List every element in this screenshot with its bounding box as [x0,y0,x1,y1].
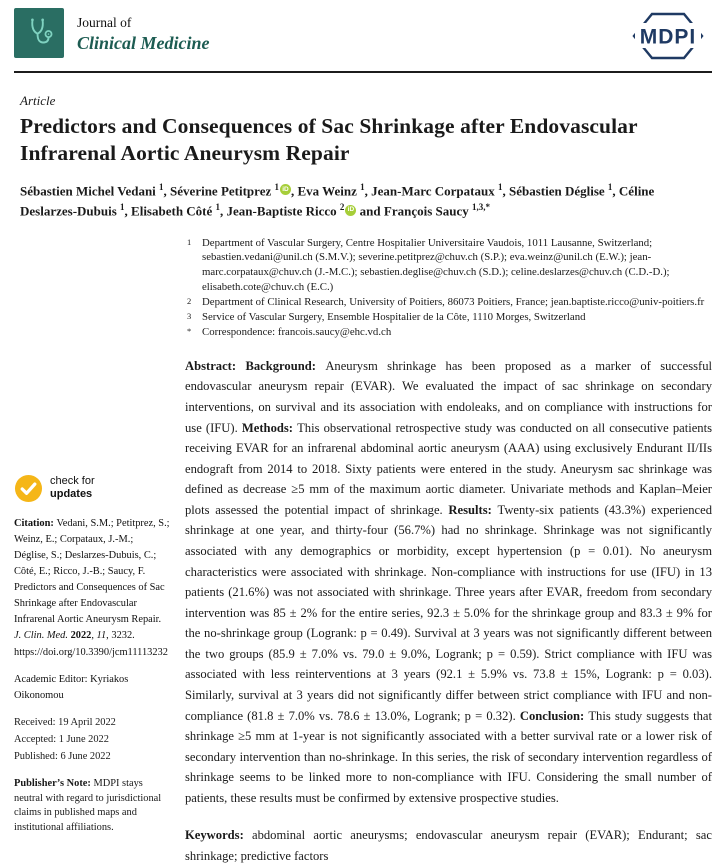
author-separator: , [502,182,509,198]
citation-journal: J. Clin. Med. [14,630,71,642]
abstract-section-text: This study suggests that shrinkage ≥5 mm at 1-year is not significantly associated with a better survival rate or a lower risk of secondary intervention than no-shrinkage. In this series, the risk of secondary intervention regardless of shrinkage seems to be linked more to non-compliance with IFU. Considering the small number of patients, these results must be confirmed by extensive prospective studies. [185,708,712,805]
journal-logo [14,8,210,58]
citation-volume: 11 [96,630,107,642]
abstract-section-text: Twenty-six patients (43.3%) experienced shrinkage at one year, and thirty-four (56.7%) had no shrinkage. Shrinkage was not significantly associated with any demographics or morbidity, except hypertension (p = 0.01). No aneurysm characteristics were associated with shrinkage. Non-compliance with instructions for use (IFU) in 13 patients (21.6%) was not associated with shrinkage. Three years after EVAR, freedom from secondary intervention was 85 ± 2% for the entire series, 92.3 ± 5.0% for the shrinkage group and 83.3 ± 9% for the no-shrinkage group (Logrank: p = 0.49). Survival at 3 years was not significantly different between the two groups (85.9 ± 7.0% vs. 79.0 ± 9.0%, Logrank; p = 0.59). Strict compliance with IFU was associated with less reinterventions at 3 years (92.1 ± 5.9% vs. 73.8 ± 15%, Logrank: p = 0.03). Similarly, survival at 3 years did not significantly differ between strict compliance with IFU and non-compliance (81.8 ± 7.0% vs. 78.6 ± 13.0%, Logrank; p = 0.32). [185,502,713,723]
author-name: Jean-Baptiste Ricco [226,203,337,219]
abstract-section-label: Conclusion: [519,708,589,723]
abstract-section-label: Methods: [241,420,298,435]
author-affiliation-sup: 1 [274,181,279,192]
header-divider [14,71,712,73]
academic-editor-label: Academic Editor: [14,673,91,685]
updates-label-line1: check for [50,475,95,488]
author-separator: , [291,182,298,198]
affiliations-list [185,236,712,340]
keywords-block [185,825,712,866]
affiliation-marker: 1 [187,236,192,247]
publishers-note-text: MDPI stays neutral with regard to jurisdictional claims in published maps and institutional affiliations. [14,778,162,833]
author-name: François Saucy [383,203,469,219]
academic-editor-name: Kyriakos Oikonomou [14,673,129,701]
metadata-sidebar [14,236,170,867]
affiliation-item [185,310,712,325]
abstract-label: Abstract: [185,358,246,373]
abstract-section-text: This observational retrospective study was conducted on all consecutive patients receiving EVAR for an infrarenal abdominal aortic aneurysm (AAA) using exclusively Endurant II/IIs endograft from 2014 to 2018. Sixty patients were entered in the study. Aneurysm sac shrinkage was defined as decrease ≥5 mm of the maximum aortic diameter. Univariate methods and Kaplan–Meier plots assessed the potential impact of shrinkage. [185,420,712,517]
author-affiliation-sup: 1 [120,202,125,213]
academic-editor-block [14,672,170,704]
abstract-section-label: Background: [245,358,326,373]
accepted-date: Accepted: 1 June 2022 [14,733,109,745]
check-for-updates-label [50,475,95,500]
correspondence-marker: * [187,325,192,336]
citation-year: 2022 [70,630,92,642]
journal-prefix: Journal of [77,15,132,31]
article-type-label: Article [20,93,56,108]
affiliation-text: Department of Vascular Surgery, Centre Hospitalier Universitaire Vaudois, 1011 Lausanne, Switzerland; sebastien.vedani@unil.ch (S.M.V.); severine.petitprez@chuv.ch (S.P.); eva.weinz@unil.ch (E.W.); jean-marc.corpataux@chuv.ch (J.-M.C.); sebastien.deglise@chuv.ch (S.D.); celine.deslarzes@chuv.ch (C.D.-D.); elisabeth.cote@chuv.ch (E.C.) [202,236,670,294]
author-affiliation-sup: 1 [159,181,164,192]
author-separator: and [356,203,384,219]
publishers-note [14,777,170,834]
abstract-section-text: Aneurysm shrinkage has been proposed as a marker of successful endovascular aneurysm repair (EVAR). We evaluated the impact of sac shrinkage on secondary interventions, on survival and its association with endoleaks, and on compliance with instructions for use (IFU). [185,358,712,435]
page-header [14,0,712,67]
journal-name: Clinical Medicine [77,33,210,54]
updates-label-line2: updates [50,488,93,501]
affiliation-marker: 2 [187,296,192,307]
author-name: Céline Deslarzes-Dubuis [20,182,655,219]
author-affiliation-sup: 1 [607,181,613,192]
orcid-icon[interactable]: iD [345,205,356,216]
correspondence-text: Correspondence: francois.saucy@ehc.vd.ch [202,325,392,338]
affiliation-text: Department of Clinical Research, University of Poitiers, 86073 Poitiers, France; jean.baptiste.ricco@univ-poitiers.fr [202,296,705,309]
journal-title [77,11,210,54]
citation-label: Citation: [14,517,57,529]
received-date: Received: 19 April 2022 [14,716,116,728]
mdpi-logo-icon[interactable] [626,10,710,67]
checkmark-icon [14,474,43,503]
stethoscope-icon [14,8,64,58]
abstract-section-label: Results: [448,502,498,517]
author-name: Sébastien Déglise [508,182,605,198]
author-affiliation-sup: 1,3,* [472,202,490,213]
citation-block: Citation: Vedani, S.M.; Petitprez, S.; Weinz, E.; Corpataux, J.-M.; Déglise, S.; Deslarzes-Dubuis, C.; Côté, E.; Ricco, J.-B.; Saucy, F. Predictors and Consequences of Sac Shrinkage after Endovascular Infrarenal Aortic Aneurysm Repair. J. Clin. Med. 2022, 11, 3232. https://doi.org/10.3390/jcm11113232 [14,517,170,658]
doi-link[interactable]: https://doi.org/10.3390/jcm11113232 [14,646,168,658]
check-for-updates-button[interactable] [14,474,170,503]
author-affiliation-sup: 2 [339,202,345,213]
author-name: Séverine Petitprez [170,182,272,198]
affiliation-item [185,236,712,296]
author-affiliation-sup: 1 [497,181,503,192]
publishers-note-label: Publisher’s Note: [14,778,94,790]
author-name: Sébastien Michel Vedani [20,182,156,198]
author-affiliation-sup: 1 [215,202,221,213]
author-name: Eva Weinz [297,182,357,198]
page-title: Predictors and Consequences of Sac Shrinkage after Endovascular Infrarenal Aortic Aneurysm Repair [20,114,638,166]
orcid-icon[interactable]: iD [280,184,291,195]
dates-block [14,715,170,766]
author-affiliation-sup: 1 [360,181,365,192]
affiliation-item [185,295,712,310]
author-separator: , [163,182,171,198]
abstract [185,356,712,809]
svg-text:MDPI: MDPI [639,25,697,49]
keywords-label: Keywords: [185,828,252,843]
keywords-text: abdominal aortic aneurysms; endovascular aneurysm repair (EVAR); Endurant; sac shrinkage; predictive factors [185,828,712,864]
correspondence-item [185,325,712,340]
author-name: Jean-Marc Corpataux [371,182,495,198]
author-separator: , [124,203,132,219]
affiliation-marker: 3 [187,310,192,321]
author-separator: , [364,182,372,198]
author-separator: , [612,182,619,198]
author-name: Elisabeth Côté [131,203,213,219]
author-separator: , [220,203,227,219]
citation-text: Vedani, S.M.; Petitprez, S.; Weinz, E.; Corpataux, J.-M.; Déglise, S.; Deslarzes-Dubuis, C.; Côté, E.; Ricco, J.-B.; Saucy, F. Predictors and Consequences of Sac Shrinkage after Endovascular Infrarenal Aortic Aneurysm Repair. [14,517,170,626]
published-date: Published: 6 June 2022 [14,750,111,762]
affiliation-text: Service of Vascular Surgery, Ensemble Hospitalier de la Côte, 1110 Morges, Switzerland [202,310,586,323]
authors-line [20,181,712,222]
article-body [185,236,712,867]
